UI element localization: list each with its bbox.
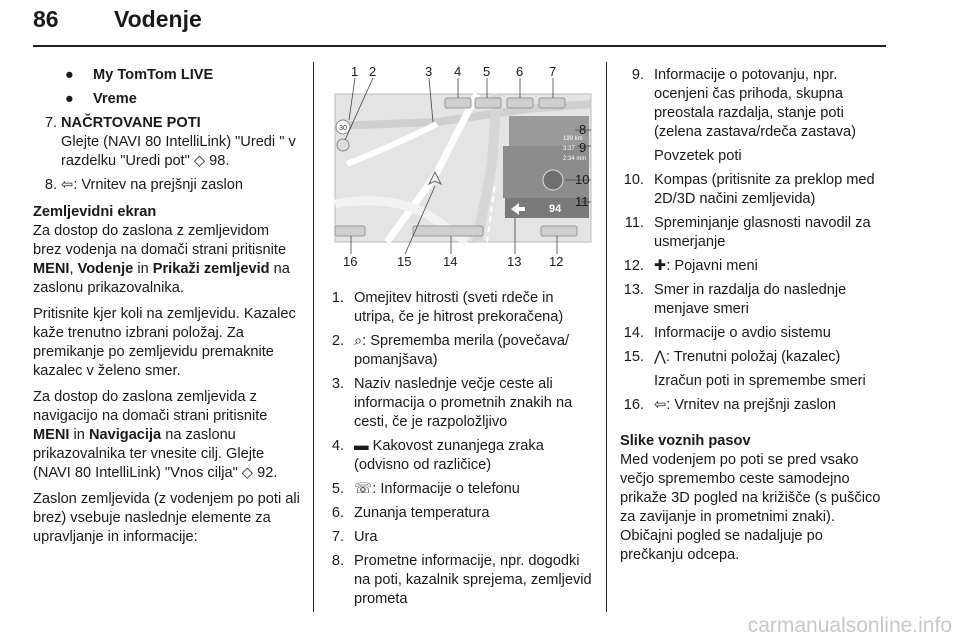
list-item-text: Spreminjanje glasnosti navodil za usmerjanje bbox=[654, 215, 871, 250]
list-item-text: ⋀: Trenutni položaj (kazalec) bbox=[654, 349, 841, 365]
bullet-icon: ● bbox=[65, 91, 74, 107]
section-title: Slike voznih pasov bbox=[620, 433, 751, 449]
callout-4: 4 bbox=[454, 64, 462, 79]
right-column-list bbox=[620, 66, 888, 420]
callout-14: 14 bbox=[443, 254, 458, 269]
list-item-title: NAČRTOVANE POTI bbox=[61, 115, 201, 131]
list-item-text: ⇦: Vrnitev na prejšnji zaslon bbox=[61, 177, 244, 193]
list-number: 8. bbox=[44, 177, 57, 193]
list-item-text: Smer in razdalja do naslednje menjave smeri bbox=[654, 282, 847, 317]
list-item bbox=[620, 396, 888, 415]
list-number: 8. bbox=[331, 553, 344, 569]
list-number: 1. bbox=[331, 290, 344, 306]
callout-8: 8 bbox=[579, 122, 587, 137]
list-item bbox=[620, 214, 888, 252]
column-divider-left bbox=[313, 62, 314, 612]
list-item bbox=[327, 437, 595, 475]
bullet-item bbox=[33, 66, 301, 85]
list-number: 7. bbox=[44, 115, 57, 131]
list-item bbox=[620, 348, 888, 367]
list-item-text: ⌕: Sprememba merila (povečava/ pomanjšava) bbox=[354, 333, 570, 368]
list-number: 10. bbox=[623, 172, 644, 188]
list-item-text: Omejitev hitrosti (sveti rdeče in utripa, če je hitrost prekoračena) bbox=[354, 290, 564, 325]
list-number: 11. bbox=[624, 215, 644, 231]
map-screen-illustration bbox=[327, 64, 595, 272]
list-number: 12. bbox=[623, 258, 644, 274]
list-number: 2. bbox=[331, 333, 344, 349]
page-title: Vodenje bbox=[114, 6, 202, 32]
list-number: 15. bbox=[623, 349, 644, 365]
paragraph: Za dostop do zaslona zemljevida z navigacijo na domači strani pritisnite MENI in Navigacija na zaslonu prikazovalnika ter vnesite cilj. Glejte (NAVI 80 IntelliLink) "Vnos cilja" ◇ 92. bbox=[33, 389, 278, 481]
list-item-text: Izračun poti in spremembe smeri bbox=[654, 373, 866, 389]
list-item bbox=[327, 528, 595, 547]
paragraph: Pritisnite kjer koli na zemljevidu. Kazalec kaže trenutno izbrani položaj. Za premikanje po zemljevidu premaknite kazalec v želeno smer. bbox=[33, 306, 296, 379]
list-number: 3. bbox=[331, 376, 344, 392]
list-number: 6. bbox=[331, 505, 344, 521]
list-item-text: Informacije o potovanju, npr. ocenjeni čas prihoda, skupna preostala razdalja, stanje poti (zelena zastava/rdeča zastava) bbox=[654, 67, 856, 140]
list-item bbox=[620, 281, 888, 319]
column-divider-right bbox=[606, 62, 607, 612]
callout-6: 6 bbox=[516, 64, 524, 79]
list-number: 14. bbox=[623, 325, 644, 341]
list-item bbox=[327, 480, 595, 499]
callout-11: 11 bbox=[575, 194, 589, 209]
page-number: 86 bbox=[33, 6, 59, 32]
callout-2: 2 bbox=[369, 64, 377, 79]
list-item bbox=[620, 257, 888, 276]
svg-text:199 km: 199 km bbox=[563, 136, 583, 142]
list-item-text: ✚: Pojavni meni bbox=[654, 258, 758, 274]
bullet-item bbox=[33, 90, 301, 109]
list-item-text: ⇦: Vrnitev na prejšnji zaslon bbox=[654, 397, 837, 413]
list-item-text: Zunanja temperatura bbox=[354, 505, 490, 521]
map-screen-figure bbox=[327, 64, 595, 272]
svg-text:30: 30 bbox=[339, 125, 347, 132]
callout-7: 7 bbox=[549, 64, 557, 79]
list-item bbox=[327, 375, 595, 432]
list-item bbox=[327, 504, 595, 523]
list-item-text: Prometne informacije, npr. dogodki na poti, kazalnik sprejema, zemljevid prometa bbox=[354, 553, 592, 607]
svg-text:3:37: 3:37 bbox=[563, 146, 575, 152]
list-item-7 bbox=[33, 114, 301, 171]
list-item bbox=[620, 147, 888, 166]
callout-10: 10 bbox=[575, 172, 590, 187]
paragraph: Zaslon zemljevida (z vodenjem po poti ali brez) vsebuje naslednje elemente za upravljanje in informacije: bbox=[33, 491, 300, 545]
svg-text:2:34 min: 2:34 min bbox=[563, 156, 587, 162]
bullet-text: My TomTom LIVE bbox=[93, 67, 214, 83]
paragraph: Med vodenjem po poti se pred vsako večjo spremembo ceste samodejno prikaže 3D pogled na križišče (s puščico za zavijanje in prometnimi znaki). Običajni pogled se nadaljuje po prečkanju odcepa. bbox=[620, 452, 881, 563]
watermark: carmanualsonline.info bbox=[747, 614, 952, 637]
callout-3: 3 bbox=[425, 64, 433, 79]
list-number: 4. bbox=[331, 438, 344, 454]
list-item-8 bbox=[33, 176, 301, 195]
callout-12: 12 bbox=[549, 254, 564, 269]
list-item-text: Ura bbox=[354, 529, 378, 545]
list-number: 16. bbox=[623, 397, 644, 413]
left-column bbox=[33, 66, 301, 547]
list-item-text: Informacije o avdio sistemu bbox=[654, 325, 831, 341]
svg-text:94: 94 bbox=[549, 203, 562, 215]
list-item-text: ☏: Informacije o telefonu bbox=[354, 481, 520, 497]
list-item bbox=[327, 552, 595, 609]
list-item-text: Glejte (NAVI 80 IntelliLink) "Uredi " v razdelku "Uredi pot" ◇ 98. bbox=[61, 134, 296, 169]
list-number: 9. bbox=[631, 67, 644, 83]
list-item-text: Kompas (pritisnite za preklop med 2D/3D načini zemljevida) bbox=[654, 172, 875, 207]
callout-15: 15 bbox=[397, 254, 412, 269]
list-item bbox=[620, 324, 888, 343]
paragraph: Za dostop do zaslona z zemljevidom brez vodenja na domači strani pritisnite MENI, Vodenje in Prikaži zemljevid na zaslonu prikazovalnika. bbox=[33, 223, 290, 296]
callout-16: 16 bbox=[343, 254, 358, 269]
list-item bbox=[327, 332, 595, 370]
list-item bbox=[620, 171, 888, 209]
middle-column-list bbox=[327, 289, 595, 614]
bullet-text: Vreme bbox=[93, 91, 137, 107]
list-item-text: Naziv naslednje večje ceste ali informacija o prometnih znakih na cesti, če je razpoložljivo bbox=[354, 376, 573, 430]
list-number: 13. bbox=[623, 282, 644, 298]
lane-images-section bbox=[620, 432, 888, 565]
list-item bbox=[620, 66, 888, 142]
list-number: 5. bbox=[331, 481, 344, 497]
list-item bbox=[620, 372, 888, 391]
callout-1: 1 bbox=[351, 64, 359, 79]
list-item-text: ▬ Kakovost zunanjega zraka (odvisno od različice) bbox=[354, 438, 544, 473]
section-title: Zemljevidni ekran bbox=[33, 204, 157, 220]
list-item-text: Povzetek poti bbox=[654, 148, 742, 164]
callout-5: 5 bbox=[483, 64, 491, 79]
callout-13: 13 bbox=[507, 254, 522, 269]
header-rule bbox=[33, 45, 886, 47]
list-item bbox=[327, 289, 595, 327]
bullet-icon: ● bbox=[65, 67, 74, 83]
list-number: 7. bbox=[331, 529, 344, 545]
callout-9: 9 bbox=[579, 140, 587, 155]
